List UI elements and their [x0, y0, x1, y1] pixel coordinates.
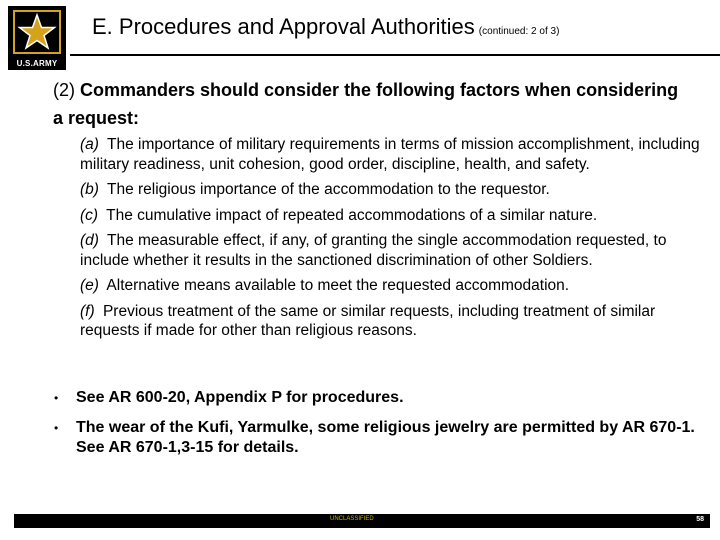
slide-title — [92, 14, 559, 40]
factor-text: The religious importance of the accommodation to the requestor. — [106, 181, 550, 198]
factor-label: (b) — [80, 181, 99, 198]
bullet-text: The wear of the Kufi, Yarmulke, some religious jewelry are permitted by AR 670-1. See AR 670-1,3-15 for details. — [76, 419, 695, 456]
lead-number: (2) — [53, 80, 75, 100]
factor-text: The importance of military requirements in terms of mission accomplishment, including military readiness, unit cohesion, good order, discipline, health, and safety. — [80, 136, 700, 173]
factor-item — [80, 180, 700, 200]
logo-text: U.S.ARMY — [16, 59, 58, 68]
factor-list — [80, 135, 700, 347]
factor-label: (d) — [80, 232, 99, 249]
factor-text: Alternative means available to meet the requested accommodation. — [106, 277, 570, 294]
factor-item — [80, 276, 700, 296]
bullet-item — [54, 388, 704, 408]
bullet-dot-icon: • — [54, 391, 59, 405]
bullet-dot-icon: • — [54, 421, 59, 435]
factor-label: (c) — [80, 206, 99, 224]
classification-label: UNCLASSIFIED — [330, 516, 374, 522]
factor-text: The cumulative impact of repeated accommodations of a similar nature. — [106, 206, 598, 224]
factor-label: (f) — [80, 302, 95, 320]
factor-label: (a) — [80, 136, 99, 153]
bullet-list — [54, 388, 704, 468]
factor-item — [80, 206, 700, 226]
factor-label: (e) — [80, 277, 99, 294]
army-star-icon — [13, 10, 61, 54]
factor-item — [80, 302, 700, 341]
title-text: E. Procedures and Approval Authorities — [92, 14, 475, 39]
factor-item — [80, 135, 700, 174]
header-divider — [70, 54, 720, 56]
factor-item — [80, 231, 700, 270]
title-subtitle: (continued: 2 of 3) — [478, 26, 560, 37]
footer-bar — [14, 514, 710, 528]
bullet-text: See AR 600-20, Appendix P for procedures. — [76, 389, 404, 406]
factor-text: The measurable effect, if any, of granting the single accommodation requested, to include whether it results in the sanctioned discrimination of other Soldiers. — [80, 232, 667, 269]
bullet-item — [54, 418, 704, 458]
army-logo — [8, 6, 66, 70]
lead-text: Commanders should consider the following factors when considering a request: — [53, 80, 679, 128]
factor-text: Previous treatment of the same or similar requests, including treatment of similar requests if made for other than religious reasons. — [80, 302, 656, 339]
lead-paragraph — [53, 76, 693, 132]
page-number: 58 — [696, 516, 704, 523]
